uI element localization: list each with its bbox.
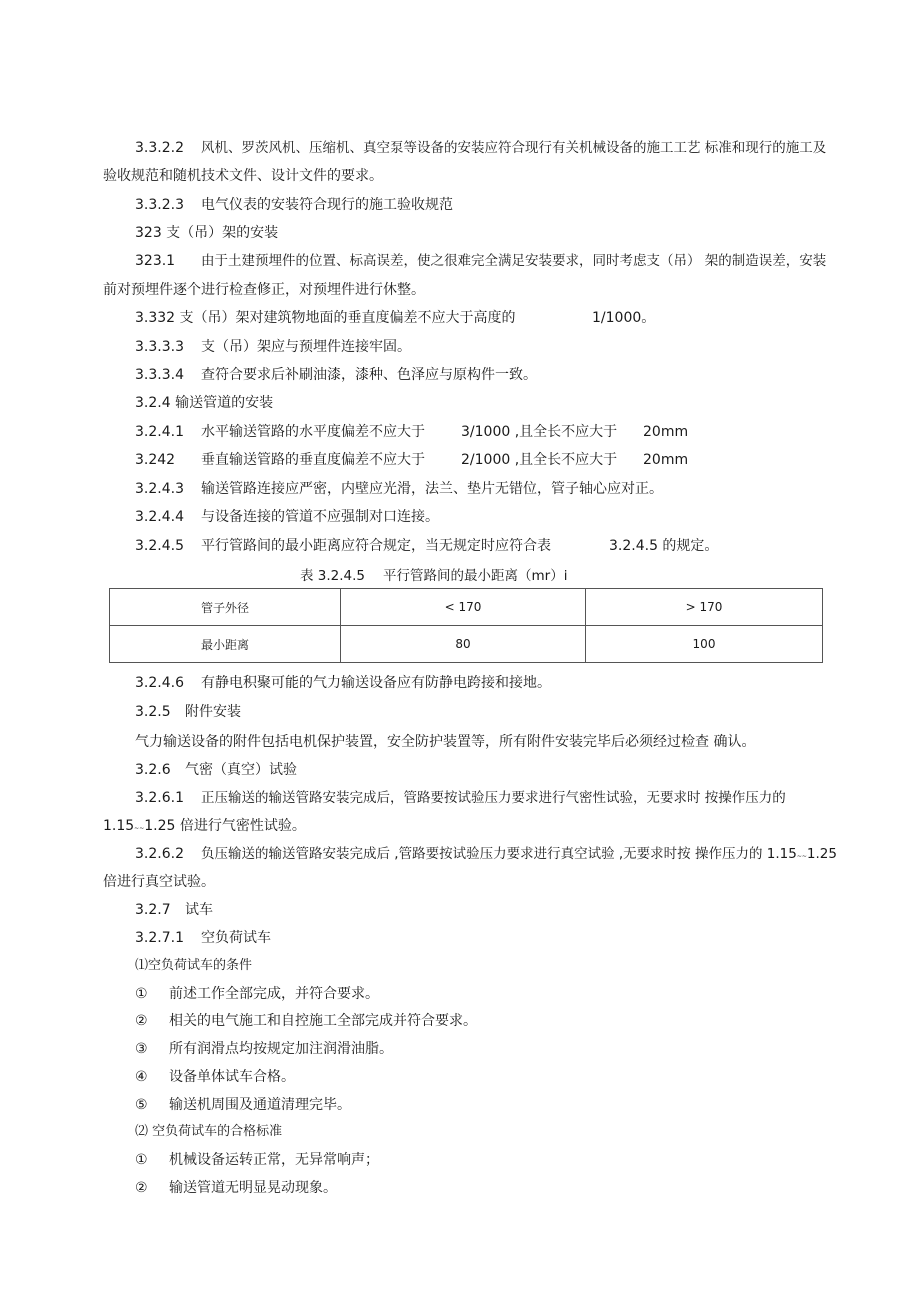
paragraph-323-1-cont: 前对预埋件逐个进行检查修正，对预埋件进行休整。 — [103, 282, 425, 298]
list-item: ④ 设备单体试车合格。 — [135, 1069, 295, 1085]
paragraph-3-2-6-1-cont: 1.15~~1.25 倍进行气密性试验。 — [103, 818, 306, 834]
paragraph-accessories: 气力输送设备的附件包括电机保护装置，安全防护装置等，所有附件安装完毕后必须经过检查 确认。 — [135, 734, 756, 750]
table-cell: > 170 — [586, 589, 823, 626]
paragraph-3-2-6-1: 3.2.6.1 正压输送的输送管路安装完成后，管路要按试验压力要求进行气密性试验，无要求时 按操作压力的 — [135, 790, 786, 806]
paragraph-3-2-4-1: 3.2.4.1 水平输送管路的水平度偏差不应大于 3/1000 ,且全长不应大于 20mm — [135, 424, 689, 440]
paragraph-3-2-6-2-cont: 倍进行真空试验。 — [103, 874, 215, 890]
list-item: ③ 所有润滑点均按规定加注润滑油脂。 — [135, 1041, 393, 1057]
paragraph-3-2-4-4: 3.2.4.4 与设备连接的管道不应强制对口连接。 — [135, 509, 439, 525]
paragraph-3-3-3-4: 3.3.3.4 查符合要求后补刷油漆，漆种、色泽应与原构件一致。 — [135, 367, 537, 383]
paragraph-3-242: 3.242 垂直输送管路的垂直度偏差不应大于 2/1000 ,且全长不应大于 20mm — [135, 452, 689, 468]
subheading-criteria: ⑵ 空负荷试车的合格标准 — [135, 1124, 283, 1139]
paragraph-3-2-4-3: 3.2.4.3 输送管路连接应严密，内壁应光滑，法兰、垫片无错位，管子轴心应对正。 — [135, 481, 663, 497]
paragraph-323-1: 323.1 由于土建预埋件的位置、标高误差，使之很难完全满足安装要求，同时考虑支（吊） 架的制造误差，安装 — [135, 253, 827, 269]
table-cell: 最小距离 — [110, 626, 341, 663]
table-cell: 管子外径 — [110, 589, 341, 626]
subheading-conditions: ⑴空负荷试车的条件 — [135, 958, 253, 973]
list-item: ① 机械设备运转正常，无异常响声； — [135, 1152, 379, 1168]
list-item: ⑤ 输送机周围及通道清理完毕。 — [135, 1097, 351, 1113]
table-row — [110, 589, 823, 626]
paragraph-3-2-4-5: 3.2.4.5 平行管路间的最小距离应符合规定，当无规定时应符合表 3.2.4.5 的规定。 — [135, 538, 719, 554]
table-cell: < 170 — [341, 589, 586, 626]
paragraph-3-3-3-3: 3.3.3.3 支（吊）架应与预埋件连接牢固。 — [135, 339, 411, 355]
list-item: ① 前述工作全部完成，并符合要求。 — [135, 986, 379, 1002]
list-item: ② 相关的电气施工和自控施工全部完成并符合要求。 — [135, 1013, 477, 1029]
heading-3-2-7: 3.2.7 试车 — [135, 902, 213, 918]
table-caption: 表 3.2.4.5 平行管路间的最小距离（mr）i — [300, 568, 568, 584]
table-cell: 100 — [586, 626, 823, 663]
heading-3-2-7-1: 3.2.7.1 空负荷试车 — [135, 930, 271, 946]
heading-323: 323 支（吊）架的安装 — [135, 225, 279, 241]
heading-3-2-6: 3.2.6 气密（真空）试验 — [135, 762, 297, 778]
list-item: ② 输送管道无明显晃动现象。 — [135, 1180, 337, 1196]
distance-table — [109, 588, 823, 663]
heading-3-2-5: 3.2.5 附件安装 — [135, 704, 241, 720]
paragraph-3-3-2-2-cont: 验收规范和随机技术文件、设计文件的要求。 — [103, 168, 383, 184]
paragraph-3-332: 3.332 支（吊）架对建筑物地面的垂直度偏差不应大于高度的 1/1000。 — [135, 310, 656, 326]
paragraph-3-2-4-6: 3.2.4.6 有静电积聚可能的气力输送设备应有防静电跨接和接地。 — [135, 675, 551, 691]
heading-3-2-4: 3.2.4 输送管道的安装 — [135, 395, 274, 411]
table-cell: 80 — [341, 626, 586, 663]
table-row — [110, 626, 823, 663]
paragraph-3-2-6-2: 3.2.6.2 负压输送的输送管路安装完成后 ,管路要按试验压力要求进行真空试验 ,无要求时按 操作压力的 1.15~~1.25 — [135, 846, 837, 862]
paragraph-3-3-2-3: 3.3.2.3 电气仪表的安装符合现行的施工验收规范 — [135, 197, 453, 213]
paragraph-3-3-2-2: 3.3.2.2 风机、罗茨风机、压缩机、真空泵等设备的安装应符合现行有关机械设备的施工工艺 标准和现行的施工及 — [135, 140, 827, 156]
